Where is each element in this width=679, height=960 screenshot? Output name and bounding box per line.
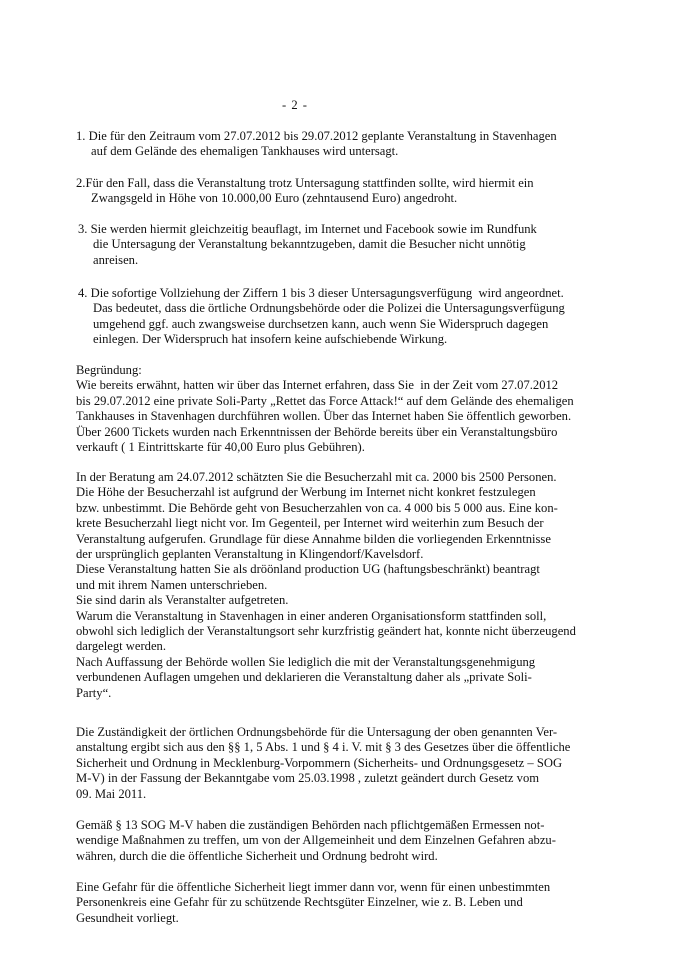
item-4-line: Das bedeutet, dass die örtliche Ordnungsbehörde oder die Polizei die Untersagungsverfügung xyxy=(93,301,565,316)
item-3 xyxy=(78,222,638,268)
text-line: Nach Auffassung der Behörde wollen Sie lediglich die mit der Veranstaltungsgenehmigung xyxy=(76,654,536,669)
zustaendigkeit-paragraph xyxy=(76,725,636,802)
text-line: 09. Mai 2011. xyxy=(76,786,147,801)
item-1 xyxy=(76,129,636,160)
text-line: Über 2600 Tickets wurden nach Erkenntnissen der Behörde bereits über ein Veranstaltungsbüro xyxy=(76,424,558,439)
gefahr-paragraph xyxy=(76,880,636,926)
text-line: verkauft ( 1 Eintrittskarte für 40,00 Euro plus Gebühren). xyxy=(76,440,365,455)
item-4-line: umgehend ggf. auch zwangsweise durchsetzen kann, auch wenn Sie Widerspruch dagegen xyxy=(93,316,549,331)
text-line: Veranstaltung aufgerufen. Grundlage für diese Annahme bilden die vorliegenden Erkenntnisse xyxy=(76,531,551,546)
text-line: bzw. unbestimmt. Die Behörde geht von Besucherzahlen von ca. 4 000 bis 5 000 aus. Eine kon- xyxy=(76,500,558,515)
text-line: währen, durch die die öffentliche Sicherheit und Ordnung bedroht wird. xyxy=(76,848,438,863)
item-2 xyxy=(76,176,636,207)
text-line: Eine Gefahr für die öffentliche Sicherheit liegt immer dann vor, wenn für einen unbestimmten xyxy=(76,880,551,894)
paragraph-13 xyxy=(76,818,636,864)
begruendung-heading: Begründung: xyxy=(76,363,142,377)
item-1-line: auf dem Gelände des ehemaligen Tankhauses wird untersagt. xyxy=(91,144,399,159)
item-1-line: 1. Die für den Zeitraum vom 27.07.2012 bis 29.07.2012 geplante Veranstaltung in Stavenhagen xyxy=(76,129,557,143)
text-line: Die Zuständigkeit der örtlichen Ordnungsbehörde für die Untersagung der oben genannten Ver- xyxy=(76,725,558,739)
text-line: verbundenen Auflagen umgehen und deklarieren die Veranstaltung daher als „private Soli- xyxy=(76,670,532,685)
text-line: In der Beratung am 24.07.2012 schätzten Sie die Besucherzahl mit ca. 2000 bis 2500 Personen. xyxy=(76,470,557,484)
text-line: M-V) in der Fassung der Bekanntgabe vom 25.03.1998 , zuletzt geändert durch Gesetz vom xyxy=(76,771,540,786)
text-line: und mit ihrem Namen unterschrieben. xyxy=(76,577,268,592)
text-line: Sie sind darin als Veranstalter aufgetreten. xyxy=(76,593,289,608)
text-line: Personenkreis eine Gefahr für zu schützende Rechtsgüter Einzelner, wie z. B. Leben und xyxy=(76,895,523,910)
item-2-line: 2.Für den Fall, dass die Veranstaltung trotz Untersagung stattfinden sollte, wird hiermit ein xyxy=(76,176,534,190)
item-3-line: 3. Sie werden hiermit gleichzeitig beauflagt, im Internet und Facebook sowie im Rundfunk xyxy=(78,222,537,236)
text-line: obwohl sich lediglich der Veranstaltungsort sehr kurzfristig geändert hat, konnte nicht überzeugend xyxy=(76,624,576,639)
item-4-line: einlegen. Der Widerspruch hat insofern keine aufschiebende Wirkung. xyxy=(93,332,448,347)
text-line: Wie bereits erwähnt, hatten wir über das Internet erfahren, dass Sie in der Zeit vom 27.07.2012 xyxy=(76,378,559,393)
begruendung-paragraph xyxy=(76,363,636,455)
text-line: Warum die Veranstaltung in Stavenhagen in einer anderen Organisationsform stattfinden soll, xyxy=(76,608,547,623)
item-2-line: Zwangsgeld in Höhe von 10.000,00 Euro (zehntausend Euro) angedroht. xyxy=(91,191,458,206)
text-line: Die Höhe der Besucherzahl ist aufgrund der Werbung im Internet nicht konkret festzulegen xyxy=(76,485,536,500)
text-line: Gemäß § 13 SOG M-V haben die zuständigen Behörden nach pflichtgemäßen Ermessen not- xyxy=(76,818,545,832)
text-line: Sicherheit und Ordnung in Mecklenburg-Vorpommern (Sicherheits- und Ordnungsgesetz – SOG xyxy=(76,755,563,770)
text-line: krete Besucherzahl liegt nicht vor. Im Gegenteil, per Internet wird weiterhin zum Besuch der xyxy=(76,516,544,531)
text-line: bis 29.07.2012 eine private Soli-Party „Rettet das Force Attack!“ auf dem Gelände des ehemaligen xyxy=(76,393,574,408)
beratung-paragraph xyxy=(76,470,636,701)
page-number: - 2 - xyxy=(282,98,308,112)
text-line: der ursprünglich geplanten Veranstaltung in Klingendorf/Kavelsdorf. xyxy=(76,547,424,562)
item-3-line: anreisen. xyxy=(93,252,139,267)
item-3-line: die Untersagung der Veranstaltung bekanntzugeben, damit die Besucher nicht unnötig xyxy=(93,237,526,252)
text-line: Tankhauses in Stavenhagen durchführen wollen. Über das Internet haben Sie öffentlich geworben. xyxy=(76,409,572,424)
text-line: Party“. xyxy=(76,685,112,700)
text-line: wendige Maßnahmen zu treffen, um von der Allgemeinheit und dem Einzelnen Gefahren abzu- xyxy=(76,833,556,848)
item-4 xyxy=(78,286,638,348)
text-line: Diese Veranstaltung hatten Sie als dröönland production UG (haftungsbeschränkt) beantragt xyxy=(76,562,540,577)
text-line: anstaltung ergibt sich aus den §§ 1, 5 Abs. 1 und § 4 i. V. mit § 3 des Gesetzes über die öffentliche xyxy=(76,740,571,755)
text-line: Gesundheit vorliegt. xyxy=(76,910,179,925)
item-4-line: 4. Die sofortige Vollziehung der Ziffern 1 bis 3 dieser Untersagungsverfügung wird angeordnet. xyxy=(78,286,564,300)
text-line: dargelegt werden. xyxy=(76,639,166,654)
